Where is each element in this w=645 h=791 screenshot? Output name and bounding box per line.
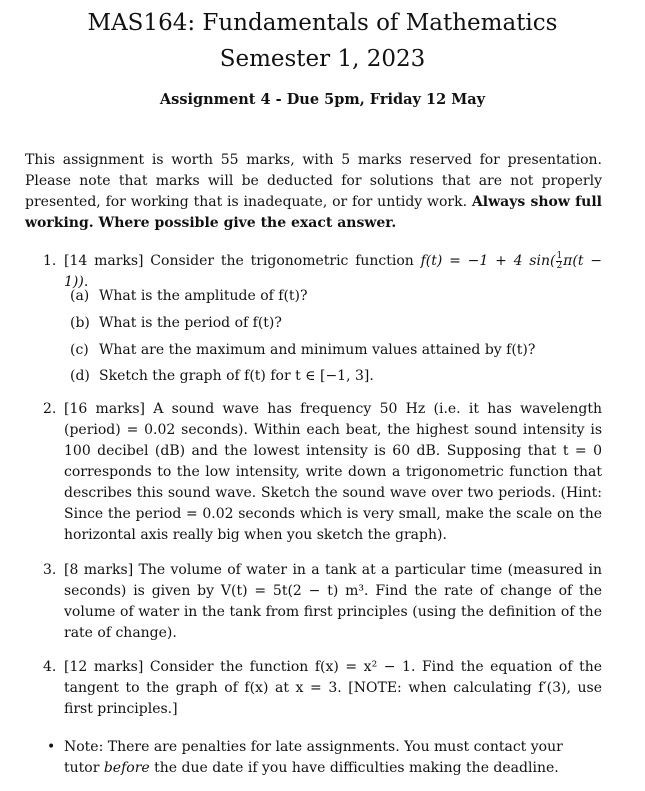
assignment-title: Assignment 4 - Due 5pm, Friday 12 May bbox=[159, 91, 486, 108]
note-emphasis: before bbox=[103, 760, 150, 776]
part-label: (a) bbox=[70, 288, 90, 304]
part-text: Sketch the graph of f(t) for t ∈ [−1, 3]. bbox=[99, 368, 374, 384]
note-text bbox=[64, 737, 602, 779]
question-2 bbox=[25, 399, 602, 546]
function-expression-tail: π(t − 1)). bbox=[64, 253, 602, 290]
question-1-part-d bbox=[70, 366, 374, 387]
bullet: • bbox=[47, 739, 56, 755]
question-3 bbox=[25, 560, 602, 644]
question-number: 2. bbox=[43, 401, 57, 417]
question-1-part-c bbox=[70, 340, 535, 361]
question-1-part-b bbox=[70, 313, 282, 334]
intro-emphasis: Always show full working. Where possible give the exact answer. bbox=[25, 194, 602, 231]
fraction-numerator: 1 bbox=[556, 250, 563, 261]
question-4 bbox=[25, 657, 602, 720]
question-text-lead: [14 marks] Consider the trigonometric function bbox=[64, 253, 421, 269]
part-text: What is the amplitude of f(t)? bbox=[99, 288, 308, 304]
intro-paragraph bbox=[25, 150, 602, 234]
function-expression-lead: f(t) = −1 + 4 sin( bbox=[420, 253, 556, 269]
question-1-part-a bbox=[70, 286, 308, 307]
question-text: [16 marks] A sound wave has frequency 50 Hz (i.e. it has wavelength (period) = 0.02 seconds). Within each beat, the highest sound intensity is 100 decibel (dB) and the lowest intensity is 60 dB. Supposing that t = 0 corresponds to the low intensity, write down a trigonometric function that describes this sound wave. Sketch the sound wave over two periods. (Hint: Since the period = 0.02 seconds which is very small, make the scale on the horizontal axis really big when you sketch the graph). bbox=[64, 401, 602, 543]
part-text: What are the maximum and minimum values attained by f(t)? bbox=[99, 342, 536, 358]
part-label: (b) bbox=[70, 315, 90, 331]
part-text: What is the period of f(t)? bbox=[99, 315, 282, 331]
note-text-end: the due date if you have difficulties making the deadline. bbox=[149, 760, 559, 776]
note-text-start: Note: There are penalties for late assignments. You must contact your tutor bbox=[64, 739, 563, 776]
fraction bbox=[556, 252, 562, 271]
question-number: 3. bbox=[43, 562, 57, 578]
semester-heading: Semester 1, 2023 bbox=[219, 46, 426, 72]
question-text: [8 marks] The volume of water in a tank at a particular time (measured in seconds) is given by V(t) = 5t(2 − t) m³. Find the rate of change of the volume of water in the tank from first principles (using the definition of the rate of change). bbox=[64, 562, 602, 641]
intro-text: This assignment is worth 55 marks, with 5 marks reserved for presentation. Please note that marks will be deducted for solutions that are not properly presented, for working that is inadequate, or for untidy work. bbox=[25, 152, 602, 210]
part-label: (d) bbox=[70, 368, 90, 384]
late-penalty-note bbox=[25, 737, 602, 779]
question-number: 1. bbox=[43, 253, 57, 269]
question-text: [12 marks] Consider the function f(x) = x² − 1. Find the equation of the tangent to the graph of f(x) at x = 3. [NOTE: when calculating f′(3), use first principles.] bbox=[64, 659, 602, 717]
course-title: MAS164: Fundamentals of Mathematics bbox=[87, 10, 558, 36]
fraction-denominator: 2 bbox=[556, 260, 563, 271]
question-number: 4. bbox=[43, 659, 57, 675]
part-label: (c) bbox=[70, 342, 89, 358]
